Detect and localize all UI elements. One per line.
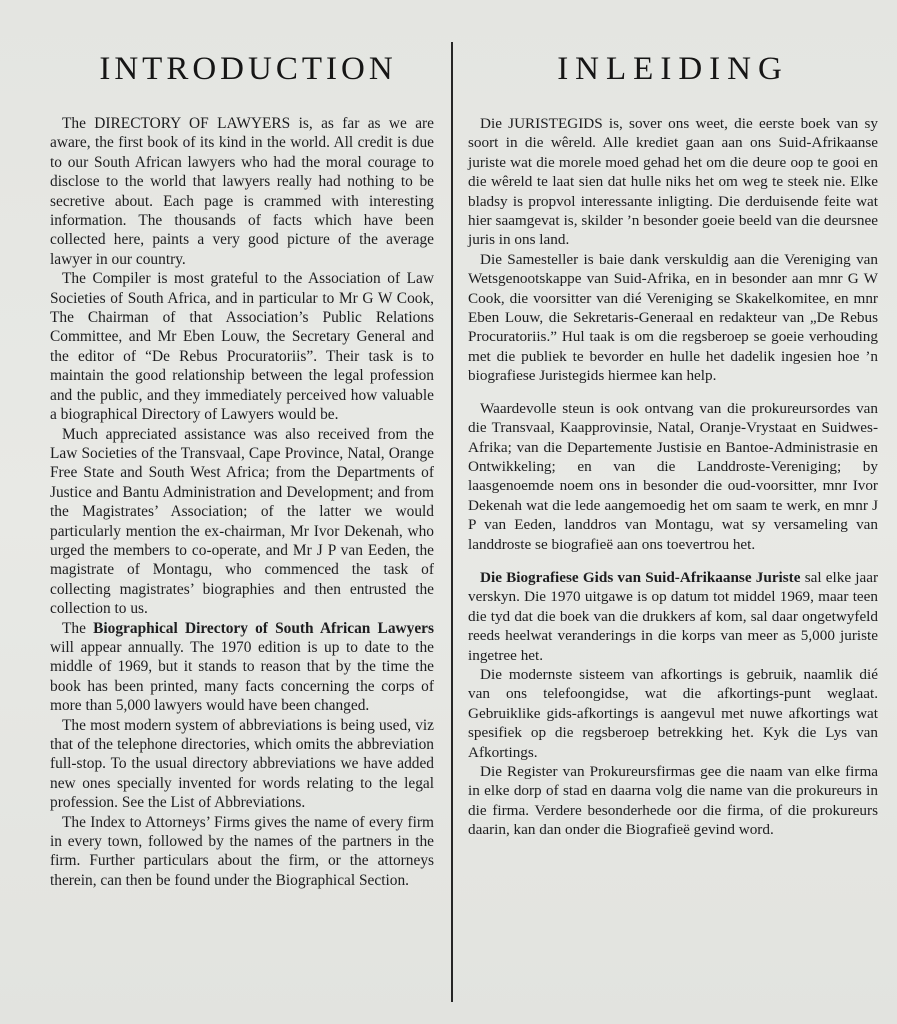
inleiding-paragraph-5: Die modernste sisteem van afkortings is gebruik, naamlik dié van ons telefoongidse, wat die afkortings-punt weglaat. Gebruiklike gids-afkortings is aangevul met nuwe afkortings wat spesifiek op die regsberoep betrekking het. Kyk die Lys van Afkortings. <box>468 665 878 761</box>
column-divider <box>451 42 453 1002</box>
introduction-p4-lead: The <box>62 619 86 637</box>
inleiding-paragraph-2: Die Samesteller is baie dank verskuldig aan die Vereniging van Wetsgenootskappe van Suid-Afrika, en in besonder aan mnr G W Cook, die voorsitter van dié Vereniging se Skakelkomitee, en mnr Eben Louw, die Sekretaris-Generaal en redakteur van „De Rebus Procuratoriis.” Hul taak is om die regsberoep se goeie verhouding met die publiek te bevorder en hulle het dadelik ingesien hoe ’n biografiese Juristegids hiermee kan help. <box>468 250 878 385</box>
inleiding-paragraph-1: Die JURISTEGIDS is, sover ons weet, die eerste boek van sy soort in die wêreld. Alle krediet gaan aan ons Suid-Afrikaanse juriste wat die morele moed gehad het om die deure oop te gooi en die wêreld te laat sien dat hulle niks het om weg te steek nie. Elke bladsy is propvol interessante inligting. Die derduisende feite wat hier saamgevat is, skilder ’n besonder goeie beeld van die deursnee juris in ons land. <box>468 115 878 249</box>
introduction-paragraph-3: Much appreciated assistance was also received from the Law Societies of the Transvaal, Cape Province, Natal, Orange Free State and South West Africa; from the Departments of Justice and Bantu Administration and Development; and from the Magistrates’ Association; of the latter we would particularly mention the ex-chairman, Mr Ivor Dekenah, who urged the members to co-operate, and Mr J P van Eeden, the magistrate of Montagu, who commenced the task of collecting magistrates’ biographies and then entrusted the collection to us. <box>50 425 434 618</box>
inleiding-column <box>468 44 878 840</box>
inleiding-paragraph-6: Die Register van Prokureursfirmas gee die naam van elke firma in elke dorp of stad en daarna volg die name van die prokureurs in die firma. Verdere besonderhede oor die firma, of die prokureurs daarin, kan dan onder die Biografieë gevind word. <box>468 763 878 839</box>
introduction-heading: INTRODUCTION <box>99 51 397 87</box>
inleiding-paragraph-3: Waardevolle steun is ook ontvang van die prokureursordes van die Transvaal, Kaapprovinsie, Natal, Oranje-Vrystaat en Suidwes-Afrika; van die Departemente Justisie en Bantoe-Administrasie en Ontwikkeling; en van die Landdroste-Vereniging; by laasgenoemde noem ons in besonder die oud-voorsitter, mnr Ivor Dekenah wat die lede aangemoedig het om saam te werk, en mnr J P van Eeden, landdros van Montagu, wat sy versameling van landdroste se biografieë aan ons toevertrou het. <box>468 399 878 553</box>
introduction-paragraph-5: The most modern system of abbreviations is being used, viz that of the telephone directories, which omits the abbreviation full-stop. To the usual directory abbreviations we have added new ones specially invented for words relating to the legal profession. See the List of Abbreviations. <box>50 716 434 812</box>
introduction-column <box>50 44 434 890</box>
introduction-paragraph-2: The Compiler is most grateful to the Association of Law Societies of South Africa, and in particular to Mr G W Cook, The Chairman of that Association’s Public Relations Committee, and Mr Eben Louw, the Secretary General and the editor of “De Rebus Procuratoriis”. Their task is to maintain the good relationship between the legal profession and the public, and they immediately perceived how valuable a biographical Directory of Lawyers would be. <box>50 270 434 424</box>
inleiding-heading: INLEIDING <box>557 51 789 87</box>
introduction-p4-rest: will appear annually. The 1970 edition is up to date to the middle of 1969, but it stands to reason that by the time the book has been printed, many facts concerning the corps of more than 5,000 lawyers would have been changed. <box>50 638 434 715</box>
introduction-paragraph-6: The Index to Attorneys’ Firms gives the name of every firm in every town, followed by the names of the partners in the firm. Further particulars about the firm, or the attorneys therein, can then be found under the Biographical Section. <box>50 813 434 889</box>
inleiding-p4-bold: Die Biografiese Gids van Suid-Afrikaanse Juriste <box>480 568 801 586</box>
inleiding-paragraph-4 <box>468 568 878 665</box>
inleiding-p4-rest: sal elke jaar verskyn. Die 1970 uitgawe is op datum tot middel 1969, maar teen die tyd dat die boek van die drukkers af kom, sal daar ongetwyfeld reeds heelwat veranderings in die korps van meer as 5,000 juriste ingetree het. <box>468 568 879 664</box>
introduction-paragraph-4 <box>50 619 434 716</box>
introduction-paragraph-1: The DIRECTORY OF LAWYERS is, as far as we are aware, the first book of its kind in the world. All credit is due to our South African lawyers who had the moral courage to disclose to the world that lawyers really had nothing to be secretive about. Each page is crammed with interesting information. The thousands of facts which have been collected here, paints a very good picture of the average lawyer in our country. <box>50 115 434 268</box>
introduction-p4-bold: Biographical Directory of South African Lawyers <box>93 619 434 637</box>
